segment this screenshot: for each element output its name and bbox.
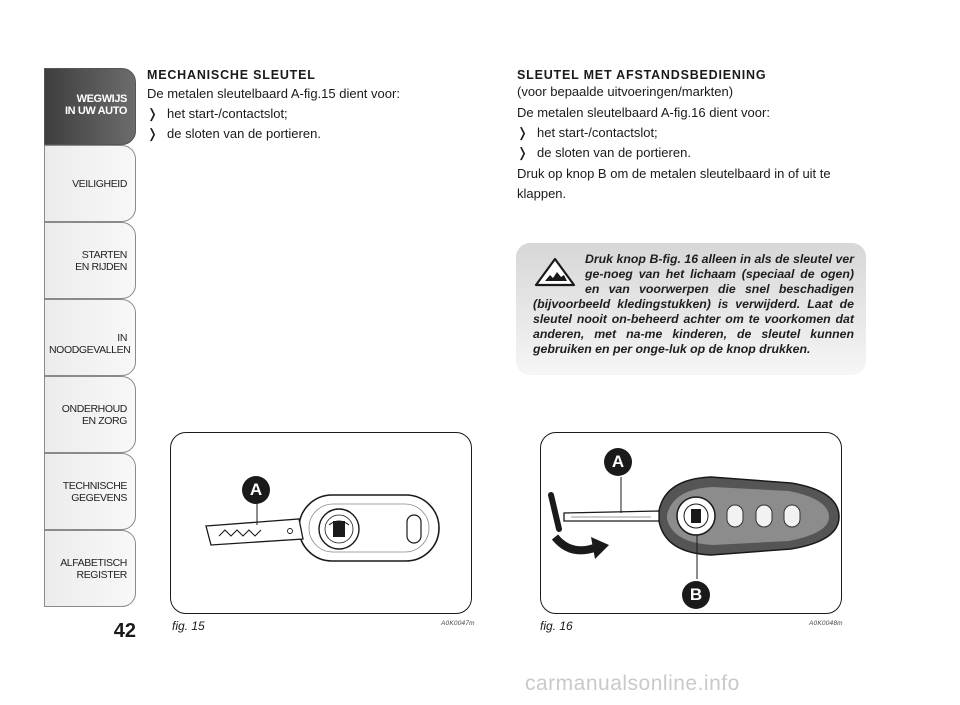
list-item: ❭ het start-/contactslot;	[147, 104, 467, 124]
tab-label: EN RIJDEN	[75, 261, 127, 273]
label-b: B	[682, 581, 710, 609]
figure-15	[170, 432, 472, 614]
section-title: SLEUTEL MET AFSTANDSBEDIENING	[517, 68, 767, 82]
tab-in-noodgevallen[interactable]	[44, 299, 136, 376]
section-title: MECHANISCHE SLEUTEL	[147, 68, 316, 82]
warning-text: Druk knop B-fig. 16 alleen in als de sleutel ver ge-noeg van het lichaam (speciaal de ogen) en van voorwerpen die snel beschadigen (bijvoorbeeld kledingstukken) is verwijderd. Laat de sleutel nooit on-beheerd achter om te voorkomen dat anderen, met na-me kinderen, de sleutel kunnen gebruiken en per onge-luk op de knop drukken.	[533, 252, 854, 356]
tab-label: IN UW AUTO	[65, 105, 127, 117]
chapter-tabs	[44, 68, 136, 607]
tab-label: ONDERHOUD	[61, 403, 127, 415]
section-subtitle: (voor bepaalde uitvoeringen/markten)	[517, 84, 734, 99]
tab-veiligheid[interactable]	[44, 145, 136, 222]
section-intro: De metalen sleutelbaard A-fig.16 dient voor:	[517, 105, 770, 120]
tab-onderhoud-en-zorg[interactable]	[44, 376, 136, 453]
list-item: ❭ het start-/contactslot;	[517, 123, 867, 143]
list-item: ❭ de sloten van de portieren.	[147, 124, 467, 144]
section-sleutel-afstandsbediening	[517, 66, 867, 204]
bullet-list	[147, 104, 467, 144]
tab-label: GEGEVENS	[71, 492, 127, 504]
section-mechanische-sleutel	[147, 66, 467, 144]
label-a: A	[604, 448, 632, 476]
tab-label: ALFABETISCH	[60, 557, 127, 569]
tab-label: IN NOODGEVALLEN	[49, 332, 131, 356]
tab-label: EN ZORG	[81, 415, 127, 427]
tab-starten-en-rijden[interactable]	[44, 222, 136, 299]
figure-16	[540, 432, 842, 614]
tab-label: WEGWIJS	[76, 93, 127, 105]
tab-label: VEILIGHEID	[72, 178, 127, 190]
section-note: Druk op knop B om de metalen sleutelbaard in of uit te klappen.	[517, 166, 831, 201]
tab-label: TECHNISCHE	[62, 480, 127, 492]
watermark: carmanualsonline.info	[525, 672, 740, 695]
tab-alfabetisch-register[interactable]	[44, 530, 136, 607]
tab-label: REGISTER	[76, 569, 127, 581]
label-a: A	[242, 476, 270, 504]
tab-label: STARTEN	[81, 249, 127, 261]
section-intro: De metalen sleutelbaard A-fig.15 dient voor:	[147, 86, 400, 101]
tab-wegwijs[interactable]	[44, 68, 136, 145]
mechanical-key-illustration	[171, 433, 470, 612]
page-number: 42	[113, 620, 136, 642]
tab-technische-gegevens[interactable]	[44, 453, 136, 530]
figure-caption: fig. 15	[172, 619, 205, 633]
list-item: ❭ de sloten van de portieren.	[517, 143, 867, 163]
figure-caption: fig. 16	[540, 619, 573, 633]
warning-box	[516, 243, 866, 375]
warning-triangle-icon	[533, 256, 577, 288]
figure-code: A0K0047m	[441, 620, 475, 627]
figure-code: A0K0048m	[809, 620, 843, 627]
bullet-list	[517, 123, 867, 163]
